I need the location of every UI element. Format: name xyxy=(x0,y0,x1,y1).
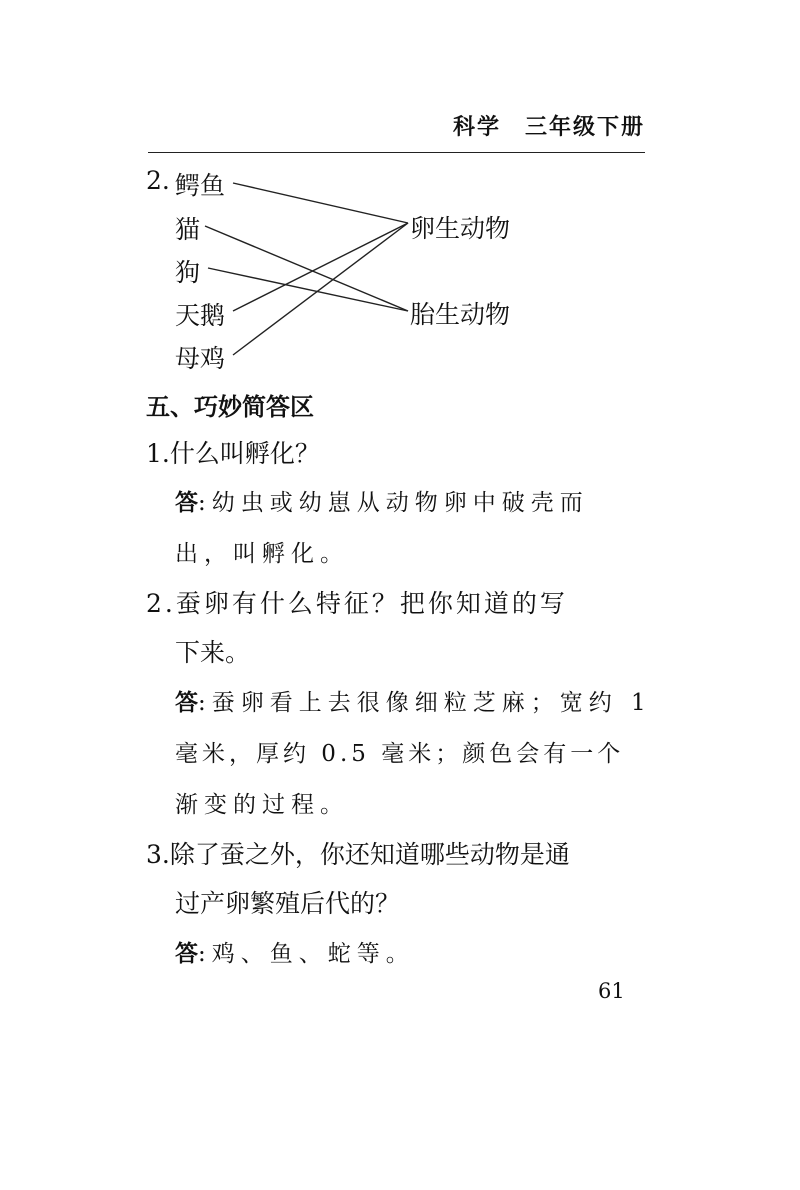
link-swan-oviparous xyxy=(233,223,408,311)
answer-2-line-1: 答:蚕卵看上去很像细粒芝麻；宽约 1 xyxy=(175,690,652,716)
left-item-crocodile: 鳄鱼 xyxy=(175,171,226,200)
question-3-line-1: 3.除了蚕之外，你还知道哪些动物是通 xyxy=(146,840,570,869)
answer-1-line-1: 答:幼虫或幼崽从动物卵中破壳而 xyxy=(175,490,589,516)
page-header: 科学 三年级下册 xyxy=(452,115,645,140)
page-number: 61 xyxy=(598,979,625,1003)
left-item-swan: 天鹅 xyxy=(175,301,226,330)
answer-label: 答 xyxy=(175,690,198,716)
right-item-oviparous: 卵生动物 xyxy=(410,214,511,243)
answer-2-line-2: 毫米，厚约 0.5 毫米；颜色会有一个 xyxy=(175,741,625,767)
left-item-cat: 猫 xyxy=(175,215,201,244)
link-hen-oviparous xyxy=(233,223,408,355)
left-item-hen: 母鸡 xyxy=(175,344,226,373)
link-dog-viviparous xyxy=(208,268,408,311)
answer-label: 答 xyxy=(175,941,198,967)
answer-3-line-1: 答:鸡、鱼、蛇等。 xyxy=(175,941,415,967)
question-2-line-1: 2.蚕卵有什么特征？把你知道的写 xyxy=(146,589,568,618)
section-title: 五、巧妙简答区 xyxy=(146,393,314,421)
answer-2-line-3: 渐变的过程。 xyxy=(175,792,349,818)
answer-1-line-2: 出，叫孵化。 xyxy=(175,541,349,567)
question-1: 1.什么叫孵化？ xyxy=(146,439,320,468)
right-item-viviparous: 胎生动物 xyxy=(410,300,511,329)
question-3-line-2: 过产卵繁殖后代的？ xyxy=(175,889,401,918)
link-crocodile-oviparous xyxy=(233,183,408,223)
answer-label: 答 xyxy=(175,490,198,516)
left-item-dog: 狗 xyxy=(175,258,201,287)
matching-number: 2. xyxy=(146,166,170,195)
question-2-line-2: 下来。 xyxy=(175,638,251,667)
